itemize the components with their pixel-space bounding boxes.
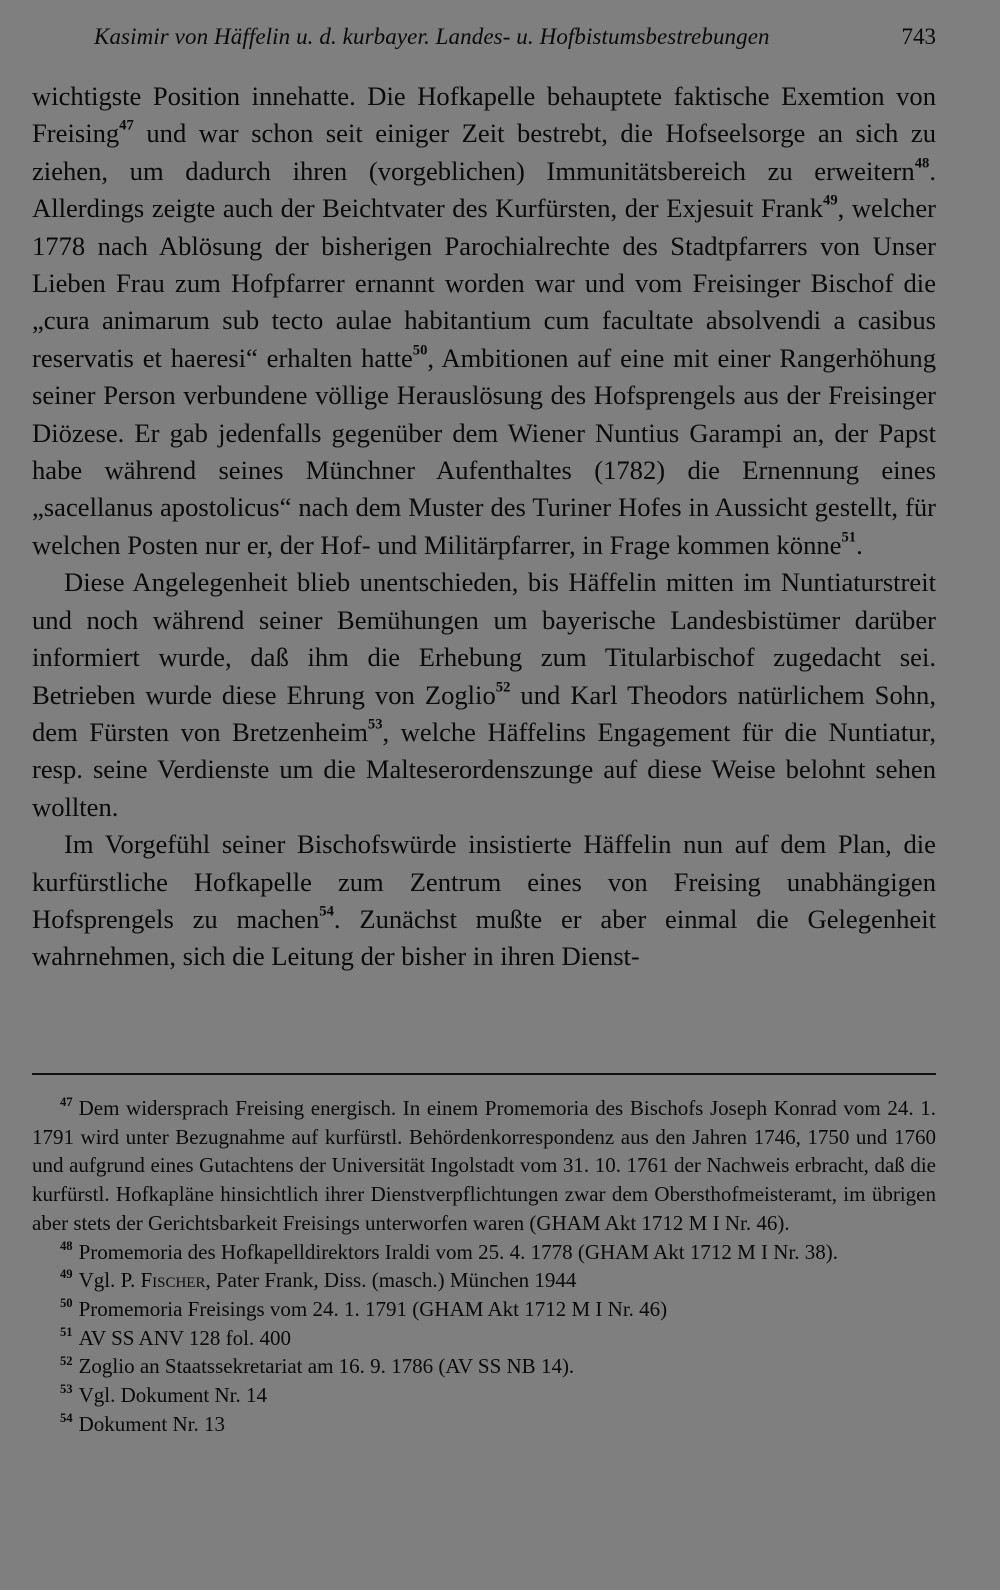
footnote-divider <box>32 1073 936 1075</box>
footnote-ref-50[interactable]: 50 <box>412 342 428 359</box>
footnote-mark: 52 <box>60 1353 73 1368</box>
footnote-text: Zoglio an Staatssekretariat am 16. 9. 1786 (AV SS NB 14). <box>78 1354 575 1379</box>
footnote-53 <box>32 1381 936 1410</box>
footnote-text: Promemoria Freisings vom 24. 1. 1791 (GHAM Akt 1712 M I Nr. 46) <box>78 1296 668 1321</box>
text-run: wichtigste Position innehatte. Die Hofkapelle behauptete faktische Exemtion von Freising <box>32 81 936 149</box>
author-name: Fischer <box>140 1268 206 1293</box>
running-title: Kasimir von Häffelin u. d. kurbayer. Landes- u. Hofbistumsbestrebungen <box>94 24 770 49</box>
text-run: . Zunächst mußte er aber einmal die Gelegenheit wahrnehmen, sich die Leitung der bisher in ihren Dienst- <box>32 903 937 972</box>
footnote-51 <box>32 1324 936 1353</box>
footnote-ref-52[interactable]: 52 <box>495 679 511 696</box>
footnote-mark: 49 <box>60 1267 73 1282</box>
text-run: , Ambitionen auf eine mit einer Rangerhöhung seiner Person verbundene völlige Herauslösung des Hofsprengels aus der Freisinger Diözese. Er gab jedenfalls gegenüber dem Wiener Nuntius Garampi an, der Papst habe während seines Münchner Aufenthaltes (1782) die Ernennung eines „sacellanus apostolicus“ nach dem Muster des Turiner Hofes in Aussicht gestellt, für welchen Posten nur er, der Hof- und Militärpfarrer, in Frage kommen könne <box>32 342 936 560</box>
footnote-text: Dem widersprach Freising energisch. In einem Promemoria des Bischofs Joseph Konrad vom 24. 1. 1791 wird unter Bezugnahme auf kurfürstl. Behördenkorrespondenz aus den Jahren 1746, 1750 und 1760 und aufgrund eines Gutachtens der Universität Ingolstadt vom 31. 10. 1761 der Nachweis erbracht, daß die kurfürstl. Hofkapläne hinsichtlich ihrer Dienstverpflichtungen zwar dem Obersthofmeisteramt, im übrigen aber stets der Gerichtsbarkeit Freisings unterworfen waren (GHAM Akt 1712 M I Nr. 46). <box>32 1096 936 1235</box>
paragraph-3 <box>32 826 936 976</box>
footnote-text: , Pater Frank, Diss. (masch.) München 1944 <box>205 1268 577 1293</box>
footnote-54 <box>32 1410 936 1439</box>
paragraph-1 <box>32 78 936 564</box>
text-run: . Allerdings zeigte auch der Beichtvater des Kurfürsten, der Exjesuit Frank <box>32 155 936 224</box>
footnote-text: Promemoria des Hofkapelldirektors Iraldi vom 25. 4. 1778 (GHAM Akt 1712 M I Nr. 38). <box>78 1239 838 1264</box>
footnote-mark: 53 <box>60 1382 73 1397</box>
main-text <box>32 78 936 976</box>
footnote-ref-53[interactable]: 53 <box>367 716 383 733</box>
footnote-ref-48[interactable]: 48 <box>914 155 930 172</box>
footnote-ref-47[interactable]: 47 <box>119 117 134 134</box>
text-run: Diese Angelegenheit blieb unentschieden, bis Häffelin mitten im Nuntiaturstreit und noch während seiner Bemühungen um bayerische Landesbistümer darüber informiert wurde, daß ihm die Erhebung zum Titularbischof zugedacht sei. Betrieben wurde diese Ehrung von Zoglio <box>32 567 936 710</box>
footnote-mark: 47 <box>60 1095 73 1110</box>
footnote-text: Dokument Nr. 13 <box>78 1411 225 1436</box>
paragraph-2 <box>32 564 936 826</box>
text-run: , welcher 1778 nach Ablösung der bisherigen Parochialrechte des Stadtpfarrers von Unser Lieben Frau zum Hofpfarrer ernannt worden war und vom Freisinger Bischof die „cura animarum sub tecto aulae habitantium cum facultate absolvendi a casibus reservatis et haeresi“ erhalten hatte <box>32 193 936 373</box>
footnote-ref-54[interactable]: 54 <box>319 903 334 920</box>
text-run: und war schon seit einiger Zeit bestrebt, die Hofseelsorge an sich zu ziehen, um dadurch ihren (vorgeblichen) Immunitätsbereich zu erweitern <box>32 118 936 186</box>
footnote-52 <box>32 1352 936 1381</box>
text-run: und Karl Theodors natürlichem Sohn, dem Fürsten von Bretzenheim <box>32 679 936 747</box>
text-run: , welche Häffelins Engagement für die Nuntiatur, resp. seine Verdienste um die Malteserordenszunge auf diese Weise belohnt sehen wollten. <box>32 716 936 822</box>
footnote-49 <box>32 1266 936 1295</box>
footnote-text: AV SS ANV 128 fol. 400 <box>78 1325 291 1350</box>
footnotes <box>32 1094 936 1438</box>
footnote-mark: 54 <box>60 1410 73 1425</box>
footnote-50 <box>32 1295 936 1324</box>
footnote-mark: 50 <box>60 1296 73 1311</box>
footnote-mark: 48 <box>60 1238 73 1253</box>
footnote-text: Vgl. P. <box>78 1268 141 1293</box>
text-run: Im Vorgefühl seiner Bischofswürde insistierte Häffelin nun auf dem Plan, die kurfürstliche Hofkapelle zum Zentrum eines von Freising unabhängigen Hofsprengels zu machen <box>32 829 936 934</box>
footnote-ref-51[interactable]: 51 <box>841 529 857 546</box>
footnote-mark: 51 <box>60 1324 73 1339</box>
footnote-47 <box>32 1094 936 1238</box>
page-number: 743 <box>901 24 936 49</box>
footnote-48 <box>32 1238 936 1267</box>
footnote-ref-49[interactable]: 49 <box>823 192 838 209</box>
text-run: . <box>856 529 863 560</box>
footnote-text: Vgl. Dokument Nr. 14 <box>78 1383 267 1408</box>
